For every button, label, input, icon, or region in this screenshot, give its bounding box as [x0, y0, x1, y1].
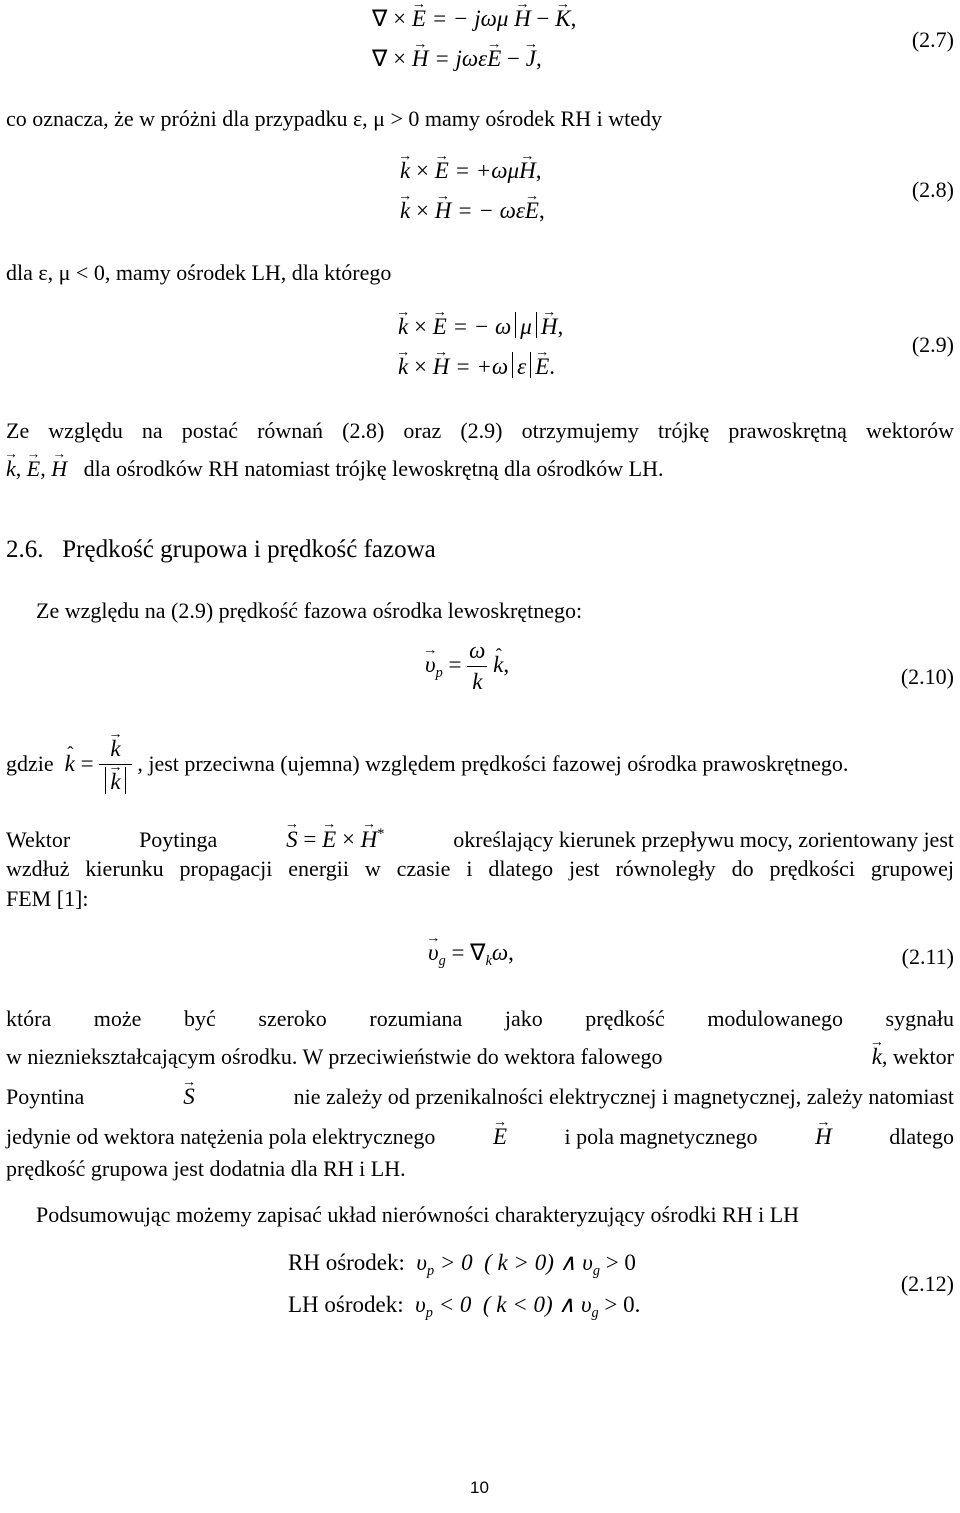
paragraph-group-velocity-line-2: w niezniekształcającym ośrodku. W przeciwieństwie do wektora falowego → k, wektor — [6, 1044, 954, 1070]
eq-2-7-line-1: ∇ × → E = − jωμ → H − → K, — [372, 6, 576, 32]
eq-2-7-line-2: ∇ × → H = jωε→ E − → J, — [372, 46, 542, 72]
paragraph-poynting-line-2: wzdłuż kierunku propagacji energii w czasie i dlatego jest równoległy do prędkości grupowej — [6, 856, 954, 881]
equation-number-2-8: (2.8) — [911, 177, 954, 202]
nabla-symbol: ∇ — [372, 6, 388, 31]
paragraph-group-velocity-line-1: która może być szeroko rozumiana jako prędkość modulowanego sygnału — [6, 1006, 954, 1031]
paragraph-group-velocity-line-3: Poyntina → S nie zależy od przenikalności elektrycznej i magnetycznej, zależy natomiast — [6, 1084, 954, 1110]
equation-number-2-9: (2.9) — [911, 332, 954, 357]
eq-2-12-rh: RH ośrodek: $\upsilon_p > 0$ ( k > 0) ∧ $\upsilon_g > 0$ — [288, 1250, 636, 1279]
paragraph-medium-rh: co oznacza, że w próżni dla przypadku ε, μ > 0 mamy ośrodek RH i wtedy — [6, 106, 662, 131]
section-heading — [6, 536, 436, 565]
paragraph-khat-definition: gdzie ˆ k = → k → k , jest przeciwna (ujemna) względem prędkości fazowej ośrodka prawoskrętnego. — [6, 736, 848, 796]
vector-k: → K — [555, 6, 570, 32]
eq-2-8-line-2: → k × → H = − ωε→ E, — [400, 198, 545, 224]
equation-number-2-10: (2.10) — [900, 664, 954, 689]
fraction: → k → k — [99, 736, 131, 796]
fraction: $\frac{\omega}{k}$ — [469, 638, 486, 695]
equation-number-2-11: (2.11) — [901, 944, 954, 969]
paragraph-group-velocity-line-4: jedynie od wektora natężenia pola elektrycznego → E i pola magnetycznego → H dlatego — [6, 1124, 954, 1150]
paragraph-vector-triple-line-2: → k, → E, → H dla ośrodków RH natomiast trójkę lewoskrętną dla ośrodków LH. — [6, 456, 663, 481]
equation-number-2-12: (2.12) — [900, 1271, 954, 1296]
vector-h: → H — [514, 6, 531, 32]
vector-e: → E — [412, 6, 426, 32]
paragraph-poynting-line-3: FEM [1]: — [6, 886, 89, 911]
eq-2-11: → $\upsilon_g = \nabla_k\omega$, — [428, 940, 514, 969]
paragraph-summary: Podsumowując możemy zapisać układ nierówności charakteryzujący ośrodki RH i LH — [36, 1202, 800, 1227]
equation-number-2-7: (2.7) — [911, 27, 954, 52]
section-number: 2.6. — [6, 536, 44, 563]
eq-2-9-line-2: → k × → H = +ω ε→ E. — [398, 352, 555, 380]
eq-2-9-line-1: → k × → E = − ω μ→ H, — [398, 312, 563, 340]
paragraph-phase-velocity: Ze względu na (2.9) prędkość fazowa ośrodka lewoskrętnego: — [36, 598, 583, 623]
paragraph-medium-lh: dla ε, μ < 0, mamy ośrodek LH, dla którego — [6, 260, 392, 285]
eq-2-10: → $\upsilon_p$ = $\frac{\omega}{k}$ ˆ k, — [425, 638, 509, 696]
page-number: 10 — [470, 1478, 489, 1497]
eq-2-12-lh: LH ośrodek: $\upsilon_p < 0$ ( k < 0) ∧ $\upsilon_g > 0$. — [288, 1292, 641, 1321]
paragraph-poynting-line-1: Wektor Poytinga → S = → E × → H* określający kierunek przepływu mocy, zorientowany jest — [6, 826, 954, 853]
section-title: Prędkość grupowa i prędkość fazowa — [62, 536, 436, 563]
eq-2-8-line-1: → k × → E = +ωμ→ H, — [400, 158, 541, 184]
paragraph-vector-triple-line-1: Ze względu na postać równań (2.8) oraz (2.9) otrzymujemy trójkę prawoskrętną wektorów — [6, 418, 954, 443]
paragraph-group-velocity-line-5: prędkość grupowa jest dodatnia dla RH i LH. — [6, 1156, 406, 1181]
